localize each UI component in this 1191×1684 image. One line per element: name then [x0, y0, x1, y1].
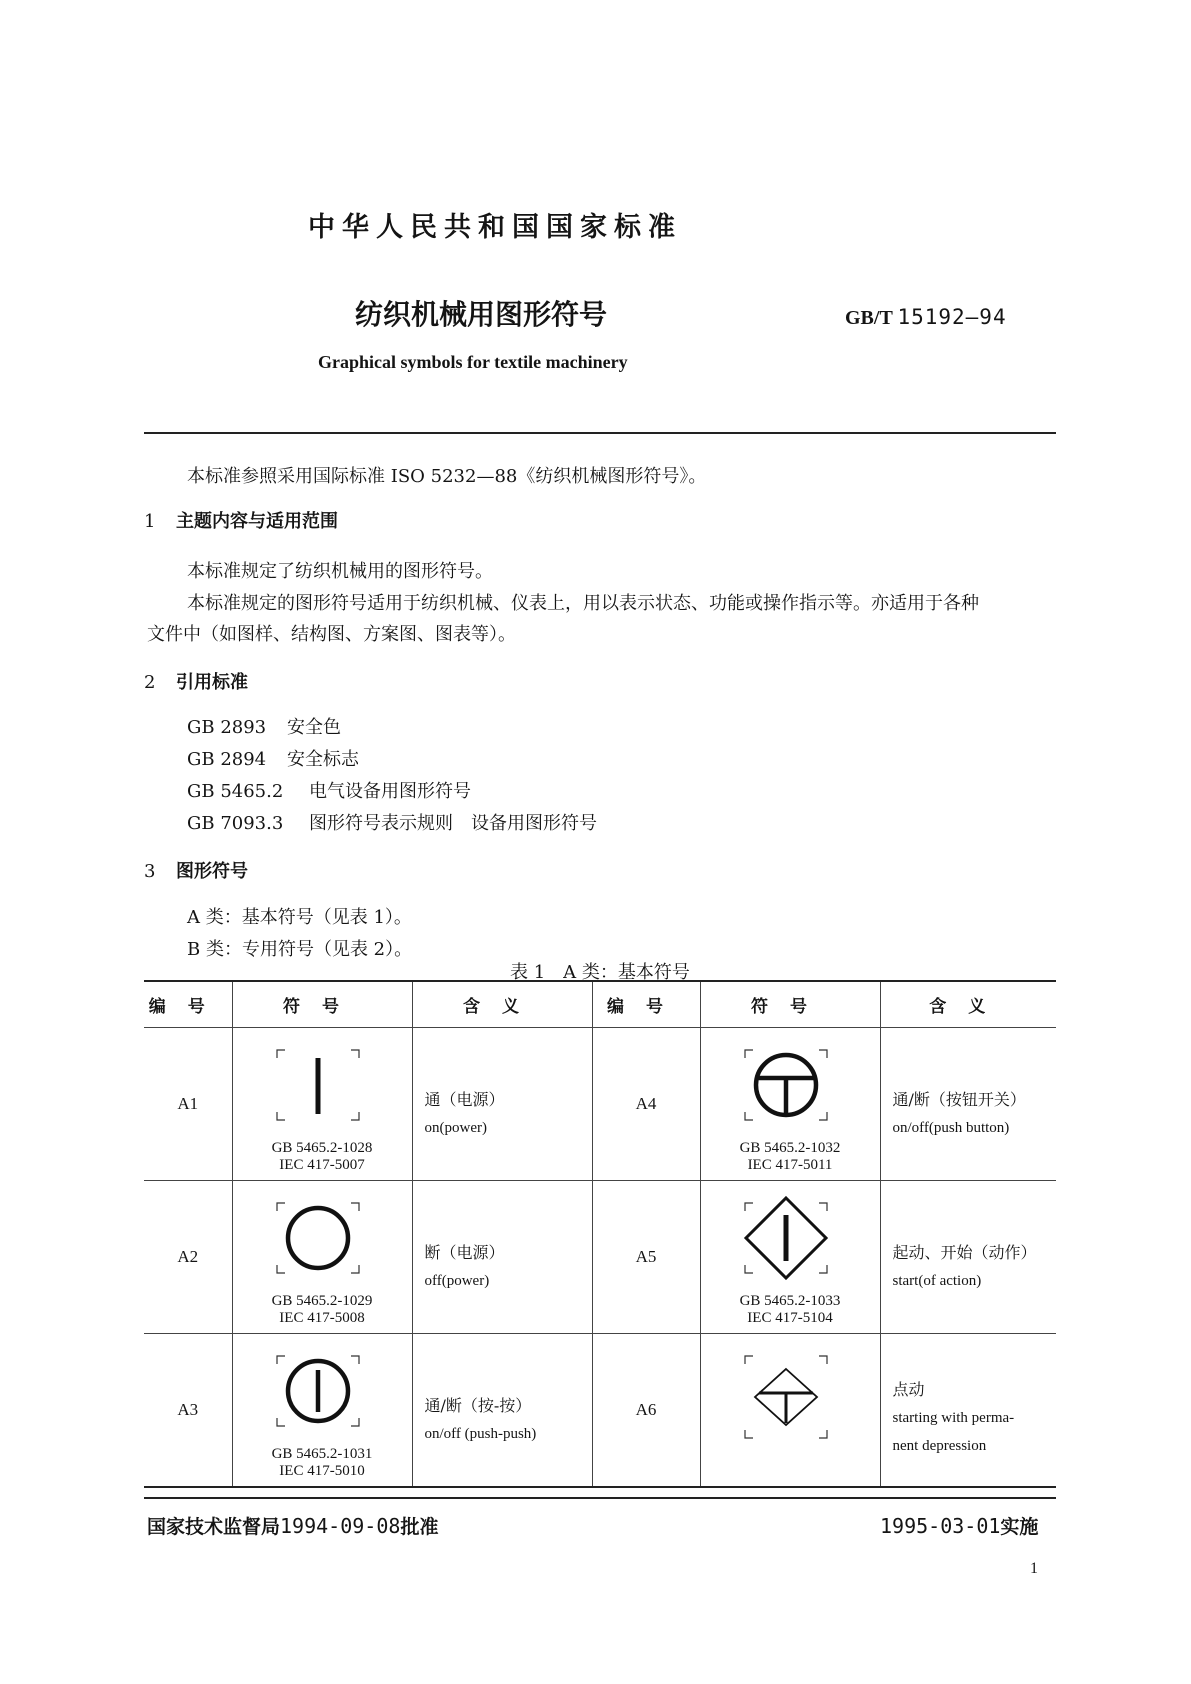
reference-item: [187, 777, 471, 803]
approval-date: 1994-09-08: [280, 1514, 401, 1538]
symbol-reference: GB 5465.2-1029 IEC 417-5008: [271, 1293, 373, 1326]
standard-prefix: GB/T: [845, 307, 893, 329]
meaning-cell: [412, 1028, 592, 1181]
meaning-en: on/off (push-push): [424, 1426, 537, 1442]
reference-name: 安全标志: [287, 749, 359, 770]
meaning-en: on(power): [424, 1120, 487, 1136]
meaning-zh: 通（电源）: [424, 1090, 505, 1109]
header-meaning: 含义: [880, 981, 1056, 1028]
meaning-zh: 断（电源）: [424, 1243, 505, 1262]
table-row: [144, 1028, 1056, 1181]
national-standard-heading: 中华人民共和国国家标准: [308, 212, 682, 243]
table-1-caption: 表 1 A 类：基本符号: [510, 962, 690, 983]
header-symbol: 符号: [700, 981, 880, 1028]
meaning-zh: 起动、开始（动作）: [892, 1243, 1037, 1262]
section-2-number: 2: [144, 672, 156, 693]
meaning-cell: [412, 1181, 592, 1334]
standard-number: [845, 305, 1007, 330]
meaning-en: on/off(push button): [892, 1120, 1010, 1136]
section-1-para-2-line-2: 文件中（如图样、结构图、方案图、图表等）。: [147, 624, 516, 645]
jog-start-symbol-icon: [701, 1334, 881, 1486]
section-2-heading: [144, 668, 248, 694]
implementation-date: 1995-03-01: [880, 1514, 1001, 1538]
symbol-code: A2: [144, 1181, 232, 1334]
table-row: [144, 1334, 1056, 1488]
section-2-title: 引用标准: [176, 672, 248, 693]
implementation-suffix: 实施: [1000, 1516, 1039, 1538]
meaning-cell: [880, 1334, 1056, 1488]
symbol-cell: [700, 1028, 880, 1181]
symbol-reference: GB 5465.2-1033 IEC 417-5104: [739, 1293, 841, 1326]
section-3-heading: [144, 857, 248, 883]
reference-code: GB 2893: [187, 717, 267, 738]
meaning-cell: [412, 1334, 592, 1488]
meaning-zh: 通/断（按钮开关）: [892, 1090, 1026, 1109]
meaning-cell: [880, 1028, 1056, 1181]
english-title: Graphical symbols for textile machinery: [318, 352, 628, 372]
section-1-para-2-line-1: 本标准规定的图形符号适用于纺织机械、仪表上，用以表示状态、功能或操作指示等。亦适用于各种: [187, 593, 979, 614]
header-symbol: 符号: [232, 981, 412, 1028]
intro-paragraph: 本标准参照采用国际标准 ISO 5232—88《纺织机械图形符号》。: [187, 466, 707, 487]
table-header-row: [144, 981, 1056, 1028]
table-1: [144, 980, 1056, 1488]
class-b-line: B 类：专用符号（见表 2）。: [187, 939, 413, 960]
section-1-title: 主题内容与适用范围: [176, 511, 338, 532]
symbol-reference: GB 5465.2-1032 IEC 417-5011: [739, 1140, 841, 1173]
meaning-en: starting with perma-: [892, 1410, 1015, 1426]
section-3-title: 图形符号: [176, 861, 248, 882]
symbol-code: A1: [144, 1028, 232, 1181]
symbol-code: A3: [144, 1334, 232, 1488]
section-1-heading: [144, 507, 338, 533]
symbol-cell: [700, 1334, 880, 1488]
symbol-reference: GB 5465.2-1028 IEC 417-5007: [271, 1140, 373, 1173]
reference-name: 图形符号表示规则 设备用图形符号: [309, 813, 597, 834]
table-row: [144, 1181, 1056, 1334]
symbol-cell: [700, 1181, 880, 1334]
reference-item: [187, 809, 597, 835]
symbol-cell: [232, 1334, 412, 1488]
symbol-code: A4: [592, 1028, 700, 1181]
reference-name: 电气设备用图形符号: [309, 781, 471, 802]
class-a-line: A 类：基本符号（见表 1）。: [187, 907, 412, 928]
meaning-en: off(power): [424, 1273, 490, 1289]
symbol-code: A5: [592, 1181, 700, 1334]
header-divider: [144, 432, 1056, 434]
reference-code: GB 2894: [187, 749, 267, 770]
approval-org: 国家技术监督局: [147, 1516, 281, 1538]
meaning-zh: 点动: [892, 1380, 925, 1399]
header-meaning: 含义: [412, 981, 592, 1028]
standard-number-value: 15192—94: [897, 305, 1007, 329]
section-1-number: 1: [144, 511, 156, 532]
header-code: 编号: [144, 981, 232, 1028]
page-number: 1: [1030, 1560, 1038, 1577]
approval-line: [147, 1512, 438, 1539]
header-code: 编号: [592, 981, 700, 1028]
symbol-cell: [232, 1181, 412, 1334]
meaning-en: nent depression: [892, 1438, 987, 1454]
symbol-reference: GB 5465.2-1031 IEC 417-5010: [271, 1446, 373, 1479]
section-3-number: 3: [144, 861, 156, 882]
symbol-cell: [232, 1028, 412, 1181]
meaning-en: start(of action): [892, 1273, 982, 1289]
reference-item: [187, 745, 359, 771]
reference-code: GB 7093.3: [187, 813, 284, 834]
reference-name: 安全色: [287, 717, 341, 738]
meaning-zh: 通/断（按-按）: [424, 1396, 532, 1415]
symbol-code: A6: [592, 1334, 700, 1488]
implementation-line: [880, 1512, 1038, 1539]
reference-item: [187, 713, 341, 739]
approval-suffix: 批准: [400, 1516, 439, 1538]
reference-code: GB 5465.2: [187, 781, 284, 802]
footer-divider: [144, 1497, 1056, 1499]
meaning-cell: [880, 1181, 1056, 1334]
document-title: 纺织机械用图形符号: [355, 298, 608, 331]
section-1-para-1: 本标准规定了纺织机械用的图形符号。: [187, 561, 493, 582]
